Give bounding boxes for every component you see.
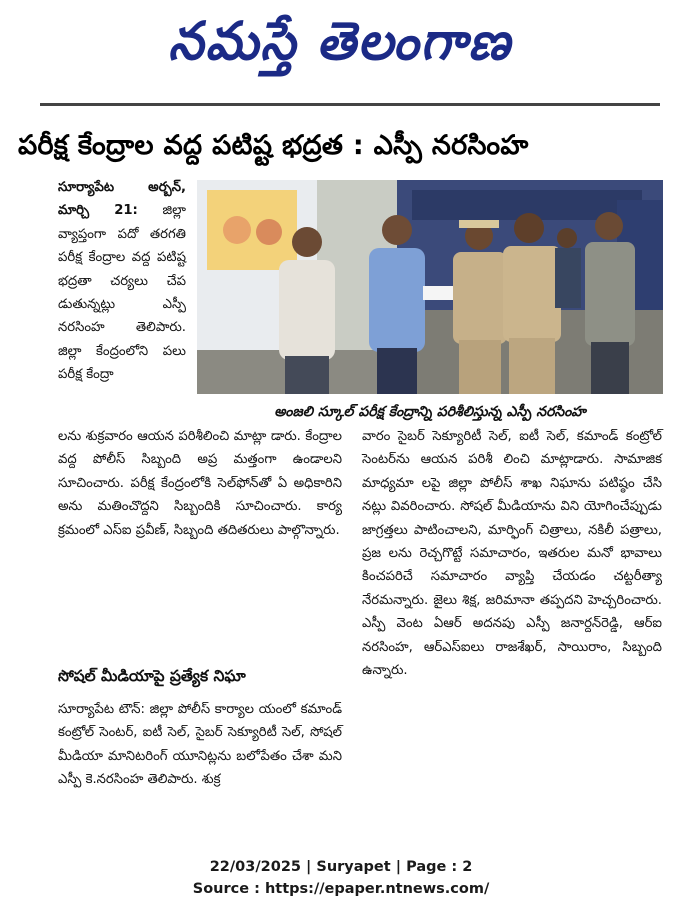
masthead	[0, 0, 682, 100]
article-body-left	[58, 425, 342, 542]
article-intro-text: జిల్లా వ్యాప్తంగా పదో తరగతి పరీక్ష కేంద్రాల వద్ద పటిష్ట భద్రతా చర్యలు చేప డుతున్నట్లు ఎస్పీ నరసింహ తెలిపారు. జిల్లా కేంద్రంలోని పలు పరీక్ష కేంద్రా	[58, 203, 186, 383]
article-intro	[58, 176, 186, 387]
police-inspection-photo	[197, 180, 663, 394]
photo-caption: అంజలి స్కూల్ పరీక్ష కేంద్రాన్ని పరిశీలిస్తున్న ఎస్పీ నరసింహ	[274, 404, 586, 420]
article-dateline: సూర్యాపేట అర్బన్, మార్చి 21:	[58, 180, 186, 219]
page-footer	[0, 856, 682, 900]
source-link[interactable]: Source : https://epaper.ntnews.com/	[192, 881, 490, 897]
article-photo	[197, 180, 663, 394]
masthead-divider	[40, 103, 660, 106]
edition-info: 22/03/2025 | Suryapet | Page : 2	[209, 859, 473, 875]
article-headline: పరీక్ష కేంద్రాల వద్ద పటిష్ట భద్రత : ఎస్పీ నరసింహ	[18, 130, 529, 161]
article-subheading: సోషల్ మీడియాపై ప్రత్యేక నిఘా	[58, 667, 246, 685]
article-paragraph: సూర్యాపేట టౌన్: జిల్లా పోలీస్ కార్యాల యంలో కమాండ్ కంట్రోల్ సెంటర్, ఐటీ సెల్, సైబర్ సెక్యూరిటీ సెల్, సోషల్ మీడియా మానిటరింగ్ యూనిట్లను బలోపేతం చేశా మని ఎస్పీ కె.నరసింహ తెలిపారు. శుక్ర	[58, 702, 342, 788]
article-body-second	[58, 698, 342, 792]
newspaper-logo: నమస్తే తెలంగాణ	[168, 10, 512, 72]
article-paragraph: వారం సైబర్ సెక్యూరిటీ సెల్, ఐటీ సెల్, కమాండ్ కంట్రోల్ సెంటర్‌ను ఆయన పరిశీ లించి మాట్లాడారు. సామాజిక మాధ్యమా లపై జిల్లా పోలీస్ శాఖ నిఘాను పటిష్ఠం చేసి నట్లు వివరించారు. సోషల్ మీడియాను విని యోగించేప్పుడు జాగ్రత్తలు పాటించాలని, మార్ఫింగ్ చిత్రాలు, నకిలీ పత్రాలు, ప్రజ లను రెచ్చగొట్టే సమాచారం, ఇతరుల మనో భావాలు కించపరిచే సమాచారం వ్యాప్తి చేయడం చట్టరీత్యా నేరమన్నారు. జైలు శిక్ష, జరిమానా తప్పదని హెచ్చరించారు. ఎస్పీ వెంట ఏఆర్ అదనపు ఎస్పీ జనార్దన్‌రెడ్డి, ఆర్ఐ నరసింహ, ఆర్ఎస్ఐలు రాజశేఖర్, సాయిరాం, సిబ్బంది ఉన్నారు.	[362, 429, 662, 679]
article-body-right	[362, 425, 662, 682]
article-paragraph: లను శుక్రవారం ఆయన పరిశీలించి మాట్లా డారు. కేంద్రాల వద్ద పోలీస్ సిబ్బంది అప్ర మత్తంగా ఉండాలని సూచించారు. పరీక్ష కేంద్రంలోకి సెల్‌ఫోన్‌తో ఏ అధికారిని అను మతించొద్దని సిబ్బందికి సూచించారు. కార్య క్రమంలో ఎస్ఐ ప్రవీణ్, సిబ్బంది తదితరులు పాల్గొన్నారు.	[58, 429, 342, 538]
